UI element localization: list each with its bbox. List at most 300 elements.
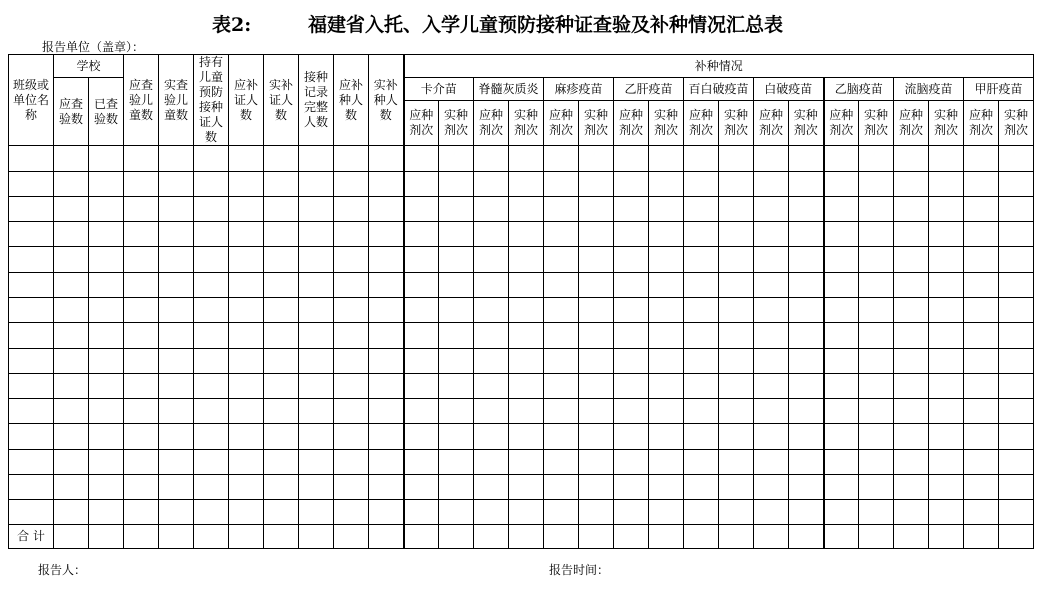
table-cell[interactable] <box>159 146 194 172</box>
table-cell[interactable] <box>824 399 859 424</box>
table-cell[interactable] <box>439 222 474 247</box>
table-cell[interactable] <box>369 349 404 374</box>
table-cell[interactable] <box>9 247 54 273</box>
table-cell[interactable] <box>159 525 194 549</box>
table-cell[interactable] <box>159 424 194 450</box>
table-cell[interactable] <box>54 374 89 399</box>
table-cell[interactable] <box>929 298 964 323</box>
table-cell[interactable] <box>544 146 579 172</box>
table-cell[interactable] <box>544 349 579 374</box>
table-cell[interactable] <box>684 298 719 323</box>
table-cell[interactable] <box>264 424 299 450</box>
table-cell[interactable] <box>229 172 264 197</box>
table-cell[interactable] <box>964 450 999 475</box>
table-cell[interactable] <box>124 247 159 273</box>
table-cell[interactable] <box>439 247 474 273</box>
table-cell[interactable] <box>474 374 509 399</box>
table-cell[interactable] <box>194 273 229 298</box>
table-cell[interactable] <box>614 525 649 549</box>
table-cell[interactable] <box>124 222 159 247</box>
table-cell[interactable] <box>719 172 754 197</box>
table-cell[interactable] <box>54 475 89 500</box>
table-cell[interactable] <box>684 273 719 298</box>
table-cell[interactable] <box>264 475 299 500</box>
table-cell[interactable] <box>194 374 229 399</box>
table-cell[interactable] <box>999 247 1034 273</box>
table-cell[interactable] <box>369 146 404 172</box>
table-cell[interactable] <box>369 424 404 450</box>
table-cell[interactable] <box>579 197 614 222</box>
table-cell[interactable] <box>509 247 544 273</box>
table-cell[interactable] <box>544 323 579 349</box>
table-cell[interactable] <box>159 500 194 525</box>
table-cell[interactable] <box>999 146 1034 172</box>
table-cell[interactable] <box>89 500 124 525</box>
table-cell[interactable] <box>54 146 89 172</box>
table-cell[interactable] <box>754 374 789 399</box>
table-cell[interactable] <box>859 349 894 374</box>
table-cell[interactable] <box>544 450 579 475</box>
table-cell[interactable] <box>684 525 719 549</box>
table-cell[interactable] <box>614 172 649 197</box>
table-cell[interactable] <box>894 424 929 450</box>
table-cell[interactable] <box>824 349 859 374</box>
table-cell[interactable] <box>544 525 579 549</box>
table-cell[interactable] <box>614 424 649 450</box>
table-cell[interactable] <box>579 323 614 349</box>
table-cell[interactable] <box>369 399 404 424</box>
table-cell[interactable] <box>474 247 509 273</box>
table-cell[interactable] <box>89 475 124 500</box>
table-cell[interactable] <box>439 475 474 500</box>
table-cell[interactable] <box>194 298 229 323</box>
table-cell[interactable] <box>754 349 789 374</box>
table-cell[interactable] <box>684 222 719 247</box>
table-cell[interactable] <box>929 247 964 273</box>
table-cell[interactable] <box>299 374 334 399</box>
table-cell[interactable] <box>159 374 194 399</box>
table-cell[interactable] <box>159 399 194 424</box>
table-cell[interactable] <box>9 450 54 475</box>
table-cell[interactable] <box>9 273 54 298</box>
table-cell[interactable] <box>964 424 999 450</box>
table-cell[interactable] <box>719 475 754 500</box>
table-cell[interactable] <box>999 399 1034 424</box>
table-cell[interactable] <box>999 273 1034 298</box>
table-cell[interactable] <box>684 500 719 525</box>
table-cell[interactable] <box>929 399 964 424</box>
table-cell[interactable] <box>194 450 229 475</box>
table-cell[interactable] <box>9 197 54 222</box>
table-cell[interactable] <box>89 399 124 424</box>
table-cell[interactable] <box>229 247 264 273</box>
table-cell[interactable] <box>299 475 334 500</box>
table-cell[interactable] <box>474 500 509 525</box>
table-cell[interactable] <box>964 222 999 247</box>
table-cell[interactable] <box>754 475 789 500</box>
table-cell[interactable] <box>684 424 719 450</box>
table-cell[interactable] <box>404 247 439 273</box>
table-cell[interactable] <box>404 450 439 475</box>
table-cell[interactable] <box>369 450 404 475</box>
table-cell[interactable] <box>684 349 719 374</box>
table-cell[interactable] <box>264 247 299 273</box>
table-cell[interactable] <box>824 273 859 298</box>
table-cell[interactable] <box>54 349 89 374</box>
table-cell[interactable] <box>824 424 859 450</box>
table-cell[interactable] <box>859 146 894 172</box>
table-cell[interactable] <box>404 475 439 500</box>
table-cell[interactable] <box>334 349 369 374</box>
table-cell[interactable] <box>439 323 474 349</box>
table-cell[interactable] <box>754 146 789 172</box>
table-cell[interactable] <box>579 146 614 172</box>
table-cell[interactable] <box>649 450 684 475</box>
table-cell[interactable] <box>194 399 229 424</box>
table-cell[interactable] <box>369 500 404 525</box>
table-cell[interactable] <box>229 500 264 525</box>
table-cell[interactable] <box>544 247 579 273</box>
table-cell[interactable] <box>614 273 649 298</box>
table-cell[interactable] <box>719 374 754 399</box>
table-cell[interactable] <box>369 222 404 247</box>
table-cell[interactable] <box>9 374 54 399</box>
table-cell[interactable] <box>719 525 754 549</box>
table-cell[interactable] <box>824 222 859 247</box>
table-cell[interactable] <box>369 172 404 197</box>
table-cell[interactable] <box>439 298 474 323</box>
table-cell[interactable] <box>474 146 509 172</box>
table-cell[interactable] <box>754 247 789 273</box>
table-cell[interactable] <box>964 525 999 549</box>
table-cell[interactable] <box>9 424 54 450</box>
table-cell[interactable] <box>439 525 474 549</box>
table-cell[interactable] <box>789 298 824 323</box>
table-cell[interactable] <box>964 323 999 349</box>
table-cell[interactable] <box>929 450 964 475</box>
table-cell[interactable] <box>579 374 614 399</box>
table-cell[interactable] <box>299 323 334 349</box>
table-cell[interactable] <box>754 399 789 424</box>
table-cell[interactable] <box>929 500 964 525</box>
table-cell[interactable] <box>124 374 159 399</box>
table-cell[interactable] <box>754 172 789 197</box>
table-cell[interactable] <box>789 399 824 424</box>
table-cell[interactable] <box>194 222 229 247</box>
table-cell[interactable] <box>299 247 334 273</box>
table-cell[interactable] <box>544 374 579 399</box>
table-cell[interactable] <box>614 399 649 424</box>
table-cell[interactable] <box>649 374 684 399</box>
table-cell[interactable] <box>824 475 859 500</box>
table-cell[interactable] <box>334 298 369 323</box>
table-cell[interactable] <box>89 222 124 247</box>
table-cell[interactable] <box>439 273 474 298</box>
table-cell[interactable] <box>929 349 964 374</box>
table-cell[interactable] <box>334 525 369 549</box>
table-cell[interactable] <box>859 323 894 349</box>
table-cell[interactable] <box>719 399 754 424</box>
table-cell[interactable] <box>439 349 474 374</box>
table-cell[interactable] <box>474 399 509 424</box>
table-cell[interactable] <box>299 450 334 475</box>
table-cell[interactable] <box>894 298 929 323</box>
table-cell[interactable] <box>999 424 1034 450</box>
table-cell[interactable] <box>894 450 929 475</box>
table-cell[interactable] <box>124 475 159 500</box>
table-cell[interactable] <box>264 273 299 298</box>
table-cell[interactable] <box>894 197 929 222</box>
table-cell[interactable] <box>649 475 684 500</box>
table-cell[interactable] <box>894 399 929 424</box>
table-cell[interactable] <box>544 298 579 323</box>
table-cell[interactable] <box>299 172 334 197</box>
table-cell[interactable] <box>999 172 1034 197</box>
table-cell[interactable] <box>754 298 789 323</box>
table-cell[interactable] <box>474 172 509 197</box>
table-cell[interactable] <box>894 247 929 273</box>
table-cell[interactable] <box>509 222 544 247</box>
table-cell[interactable] <box>824 500 859 525</box>
table-cell[interactable] <box>789 374 824 399</box>
table-cell[interactable] <box>474 273 509 298</box>
table-cell[interactable] <box>614 247 649 273</box>
table-cell[interactable] <box>614 222 649 247</box>
table-cell[interactable] <box>509 450 544 475</box>
table-cell[interactable] <box>579 525 614 549</box>
table-cell[interactable] <box>509 475 544 500</box>
table-cell[interactable] <box>159 273 194 298</box>
table-cell[interactable] <box>264 197 299 222</box>
table-cell[interactable] <box>614 475 649 500</box>
table-cell[interactable] <box>89 273 124 298</box>
table-cell[interactable] <box>194 475 229 500</box>
table-cell[interactable] <box>824 146 859 172</box>
table-cell[interactable] <box>999 500 1034 525</box>
table-cell[interactable] <box>649 146 684 172</box>
table-cell[interactable] <box>614 374 649 399</box>
table-cell[interactable] <box>964 349 999 374</box>
table-cell[interactable] <box>54 273 89 298</box>
table-cell[interactable] <box>649 323 684 349</box>
table-cell[interactable] <box>474 475 509 500</box>
table-cell[interactable] <box>54 450 89 475</box>
table-cell[interactable] <box>859 247 894 273</box>
table-cell[interactable] <box>54 172 89 197</box>
table-cell[interactable] <box>964 146 999 172</box>
table-cell[interactable] <box>649 247 684 273</box>
table-cell[interactable] <box>964 247 999 273</box>
table-cell[interactable] <box>684 172 719 197</box>
table-cell[interactable] <box>404 323 439 349</box>
table-cell[interactable] <box>474 197 509 222</box>
table-cell[interactable] <box>894 475 929 500</box>
table-cell[interactable] <box>684 399 719 424</box>
table-cell[interactable] <box>824 450 859 475</box>
table-cell[interactable] <box>229 298 264 323</box>
table-cell[interactable] <box>264 146 299 172</box>
table-cell[interactable] <box>789 273 824 298</box>
table-cell[interactable] <box>474 298 509 323</box>
table-cell[interactable] <box>89 298 124 323</box>
table-cell[interactable] <box>999 349 1034 374</box>
table-cell[interactable] <box>194 349 229 374</box>
table-cell[interactable] <box>544 273 579 298</box>
table-cell[interactable] <box>229 222 264 247</box>
table-cell[interactable] <box>404 399 439 424</box>
table-cell[interactable] <box>859 273 894 298</box>
table-cell[interactable] <box>194 424 229 450</box>
table-cell[interactable] <box>579 247 614 273</box>
table-cell[interactable] <box>859 374 894 399</box>
table-cell[interactable] <box>334 475 369 500</box>
table-cell[interactable] <box>859 525 894 549</box>
table-cell[interactable] <box>264 500 299 525</box>
table-cell[interactable] <box>719 424 754 450</box>
table-cell[interactable] <box>789 172 824 197</box>
table-cell[interactable] <box>789 475 824 500</box>
table-cell[interactable] <box>719 247 754 273</box>
table-cell[interactable] <box>159 450 194 475</box>
table-cell[interactable] <box>859 450 894 475</box>
table-cell[interactable] <box>929 525 964 549</box>
table-cell[interactable] <box>264 525 299 549</box>
table-cell[interactable] <box>159 349 194 374</box>
table-cell[interactable] <box>719 197 754 222</box>
table-cell[interactable] <box>124 525 159 549</box>
table-cell[interactable] <box>509 197 544 222</box>
table-cell[interactable] <box>369 197 404 222</box>
table-cell[interactable] <box>859 222 894 247</box>
table-cell[interactable] <box>824 298 859 323</box>
table-cell[interactable] <box>894 500 929 525</box>
table-cell[interactable] <box>509 172 544 197</box>
table-cell[interactable] <box>404 349 439 374</box>
table-cell[interactable] <box>229 197 264 222</box>
table-cell[interactable] <box>684 247 719 273</box>
table-cell[interactable] <box>544 500 579 525</box>
table-cell[interactable] <box>509 374 544 399</box>
table-cell[interactable] <box>824 247 859 273</box>
table-cell[interactable] <box>369 374 404 399</box>
table-cell[interactable] <box>299 500 334 525</box>
table-cell[interactable] <box>509 349 544 374</box>
table-cell[interactable] <box>369 475 404 500</box>
table-cell[interactable] <box>159 475 194 500</box>
table-cell[interactable] <box>579 399 614 424</box>
table-cell[interactable] <box>124 146 159 172</box>
table-cell[interactable] <box>9 500 54 525</box>
table-cell[interactable] <box>334 500 369 525</box>
table-cell[interactable] <box>299 298 334 323</box>
table-cell[interactable] <box>54 399 89 424</box>
table-cell[interactable] <box>614 197 649 222</box>
table-cell[interactable] <box>964 273 999 298</box>
table-cell[interactable] <box>614 323 649 349</box>
table-cell[interactable] <box>754 424 789 450</box>
table-cell[interactable] <box>999 197 1034 222</box>
table-cell[interactable] <box>894 349 929 374</box>
table-cell[interactable] <box>859 399 894 424</box>
table-cell[interactable] <box>124 172 159 197</box>
table-cell[interactable] <box>579 500 614 525</box>
table-cell[interactable] <box>929 374 964 399</box>
table-cell[interactable] <box>964 475 999 500</box>
table-cell[interactable] <box>334 146 369 172</box>
table-cell[interactable] <box>544 197 579 222</box>
table-cell[interactable] <box>964 298 999 323</box>
table-cell[interactable] <box>299 222 334 247</box>
table-cell[interactable] <box>89 146 124 172</box>
table-cell[interactable] <box>684 475 719 500</box>
table-cell[interactable] <box>754 197 789 222</box>
table-cell[interactable] <box>9 298 54 323</box>
table-cell[interactable] <box>649 172 684 197</box>
table-cell[interactable] <box>54 298 89 323</box>
table-cell[interactable] <box>474 424 509 450</box>
table-cell[interactable] <box>439 172 474 197</box>
table-cell[interactable] <box>719 450 754 475</box>
table-cell[interactable] <box>509 273 544 298</box>
table-cell[interactable] <box>789 525 824 549</box>
table-cell[interactable] <box>89 424 124 450</box>
table-cell[interactable] <box>859 172 894 197</box>
table-cell[interactable] <box>229 424 264 450</box>
table-cell[interactable] <box>789 146 824 172</box>
table-cell[interactable] <box>404 374 439 399</box>
table-cell[interactable] <box>789 424 824 450</box>
table-cell[interactable] <box>89 172 124 197</box>
table-cell[interactable] <box>684 197 719 222</box>
table-cell[interactable] <box>404 424 439 450</box>
table-cell[interactable] <box>649 273 684 298</box>
table-cell[interactable] <box>754 450 789 475</box>
table-cell[interactable] <box>894 222 929 247</box>
table-cell[interactable] <box>159 323 194 349</box>
table-cell[interactable] <box>299 273 334 298</box>
table-cell[interactable] <box>229 475 264 500</box>
table-cell[interactable] <box>929 273 964 298</box>
table-cell[interactable] <box>299 424 334 450</box>
table-cell[interactable] <box>894 525 929 549</box>
table-cell[interactable] <box>544 172 579 197</box>
table-cell[interactable] <box>334 424 369 450</box>
table-cell[interactable] <box>124 298 159 323</box>
table-cell[interactable] <box>579 450 614 475</box>
table-cell[interactable] <box>614 500 649 525</box>
table-cell[interactable] <box>334 374 369 399</box>
table-cell[interactable] <box>264 374 299 399</box>
table-cell[interactable] <box>789 323 824 349</box>
table-cell[interactable] <box>439 374 474 399</box>
table-cell[interactable] <box>404 197 439 222</box>
table-cell[interactable] <box>124 197 159 222</box>
table-cell[interactable] <box>894 323 929 349</box>
table-cell[interactable] <box>649 197 684 222</box>
table-cell[interactable] <box>929 323 964 349</box>
table-cell[interactable] <box>859 197 894 222</box>
table-cell[interactable] <box>824 323 859 349</box>
table-cell[interactable] <box>124 349 159 374</box>
table-cell[interactable] <box>159 222 194 247</box>
table-cell[interactable] <box>789 222 824 247</box>
table-cell[interactable] <box>719 146 754 172</box>
table-cell[interactable] <box>929 197 964 222</box>
table-cell[interactable] <box>9 172 54 197</box>
table-cell[interactable] <box>999 475 1034 500</box>
table-cell[interactable] <box>439 197 474 222</box>
table-cell[interactable] <box>999 298 1034 323</box>
